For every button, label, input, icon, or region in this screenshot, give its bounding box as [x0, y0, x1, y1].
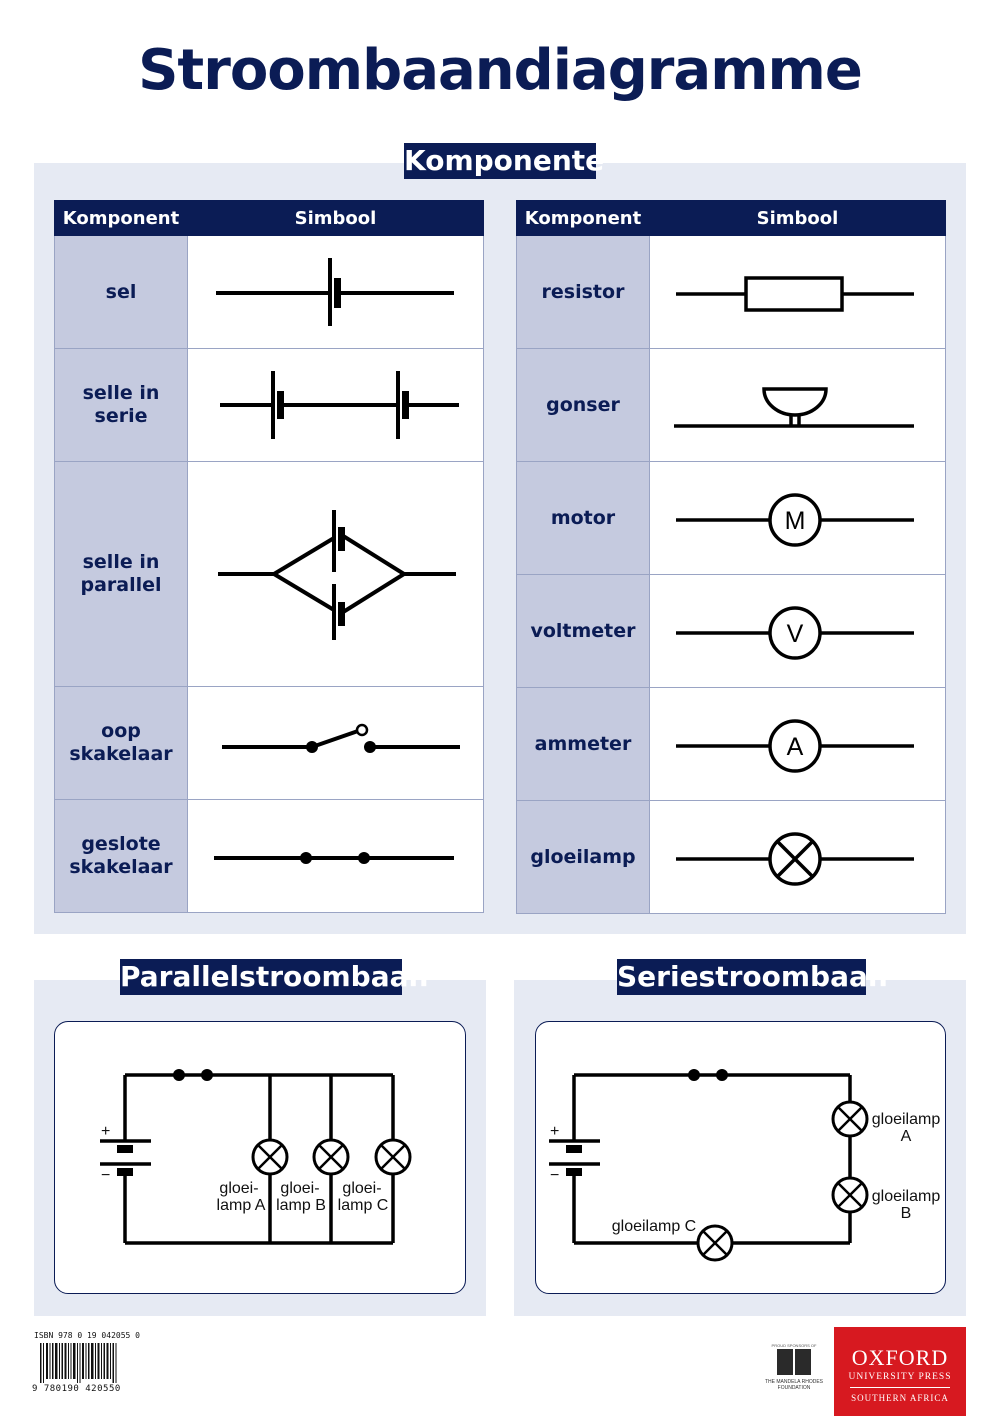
component-name: selle in serie [55, 349, 188, 462]
col-header-symbol: Simbool [188, 201, 484, 236]
positive-terminal-label: + [101, 1123, 111, 1140]
parallel-circuit-heading: Parallelstroombaan [120, 960, 429, 993]
component-name: geslote skakelaar [55, 800, 188, 913]
open-switch-symbol [188, 687, 483, 799]
symbol-cell [650, 801, 946, 914]
lamp-label: gloei- [342, 1180, 382, 1197]
table-row [55, 349, 484, 462]
motor-letter: M [784, 507, 806, 535]
buzzer-symbol [650, 349, 945, 461]
closed-switch-symbol [188, 800, 483, 912]
table-row [55, 687, 484, 800]
voltmeter-letter: V [786, 620, 804, 648]
lamp-label: gloei- [280, 1180, 320, 1197]
symbol-cell [650, 688, 946, 801]
components-table-left [54, 200, 484, 913]
barcode-number: 9 780190 420550 [32, 1384, 121, 1394]
symbol-cell [188, 687, 484, 800]
col-header-component: Komponent [55, 201, 188, 236]
lamp-label: A [900, 1128, 912, 1145]
lamp-label: gloei- [219, 1180, 259, 1197]
ammeter-letter: A [786, 733, 804, 761]
table-row [517, 801, 946, 914]
table-row [517, 462, 946, 575]
component-name: ammeter [517, 688, 650, 801]
component-name: sel [55, 236, 188, 349]
mandela-sponsor-text: PROUD SPONSORS OF [771, 1343, 817, 1348]
motor-symbol [650, 462, 945, 574]
page-title: Stroombaandiagramme [138, 38, 862, 103]
component-name: gloeilamp [517, 801, 650, 914]
series-circuit-heading: Seriestroombaan [617, 960, 888, 993]
lamp-label: gloeilamp C [611, 1218, 697, 1235]
positive-terminal-label: + [550, 1123, 560, 1140]
component-name: gonser [517, 349, 650, 462]
isbn-text: ISBN 978 0 19 042055 0 [34, 1331, 140, 1340]
series-circuit-diagram [535, 1021, 946, 1294]
table-row [517, 688, 946, 801]
table-row [517, 575, 946, 688]
symbol-cell [650, 575, 946, 688]
symbol-cell [188, 462, 484, 687]
symbol-cell [188, 349, 484, 462]
symbol-cell [188, 800, 484, 913]
component-name: oop skakelaar [55, 687, 188, 800]
negative-terminal-label: − [101, 1167, 111, 1184]
voltmeter-symbol [650, 575, 945, 687]
symbol-cell [188, 236, 484, 349]
components-table-right [516, 200, 946, 914]
portrait-icons [776, 1349, 812, 1375]
symbol-cell [650, 462, 946, 575]
barcode [40, 1343, 120, 1383]
lamp-label: gloeilamp [871, 1111, 941, 1128]
col-header-symbol: Simbool [650, 201, 946, 236]
parallel-circuit-diagram [54, 1021, 466, 1294]
ammeter-symbol [650, 688, 945, 800]
lamp-label: B [900, 1205, 912, 1222]
lamp-label: lamp A [216, 1197, 266, 1214]
table-row [55, 800, 484, 913]
publisher-line2: UNIVERSITY PRESS [848, 1372, 952, 1382]
negative-terminal-label: − [550, 1167, 560, 1184]
publisher-line3: SOUTHERN AFRICA [851, 1393, 949, 1403]
symbol-cell [650, 236, 946, 349]
component-name: motor [517, 462, 650, 575]
table-row [517, 349, 946, 462]
col-header-component: Komponent [517, 201, 650, 236]
table-row [517, 236, 946, 349]
resistor-symbol [650, 236, 945, 348]
component-name: selle in parallel [55, 462, 188, 687]
cell-symbol [188, 236, 483, 348]
component-name: resistor [517, 236, 650, 349]
component-name: voltmeter [517, 575, 650, 688]
symbol-cell [650, 349, 946, 462]
table-row [55, 462, 484, 687]
components-heading: Komponente [404, 144, 605, 177]
lamp-label: lamp C [337, 1197, 389, 1214]
cells-in-series-symbol [188, 349, 483, 461]
mandela-foundation-text: THE MANDELA RHODES FOUNDATION [764, 1379, 824, 1391]
table-header-row [517, 201, 946, 236]
cells-in-parallel-symbol [188, 462, 483, 686]
lamp-label: gloeilamp [871, 1188, 941, 1205]
table-row [55, 236, 484, 349]
lamp-label: lamp B [276, 1197, 326, 1214]
lamp-symbol [650, 801, 945, 913]
mandela-rhodes-logo [762, 1343, 826, 1395]
table-header-row [55, 201, 484, 236]
logo-divider [850, 1387, 950, 1388]
publisher-name: OXFORD [851, 1345, 949, 1370]
oxford-logo [834, 1327, 966, 1416]
